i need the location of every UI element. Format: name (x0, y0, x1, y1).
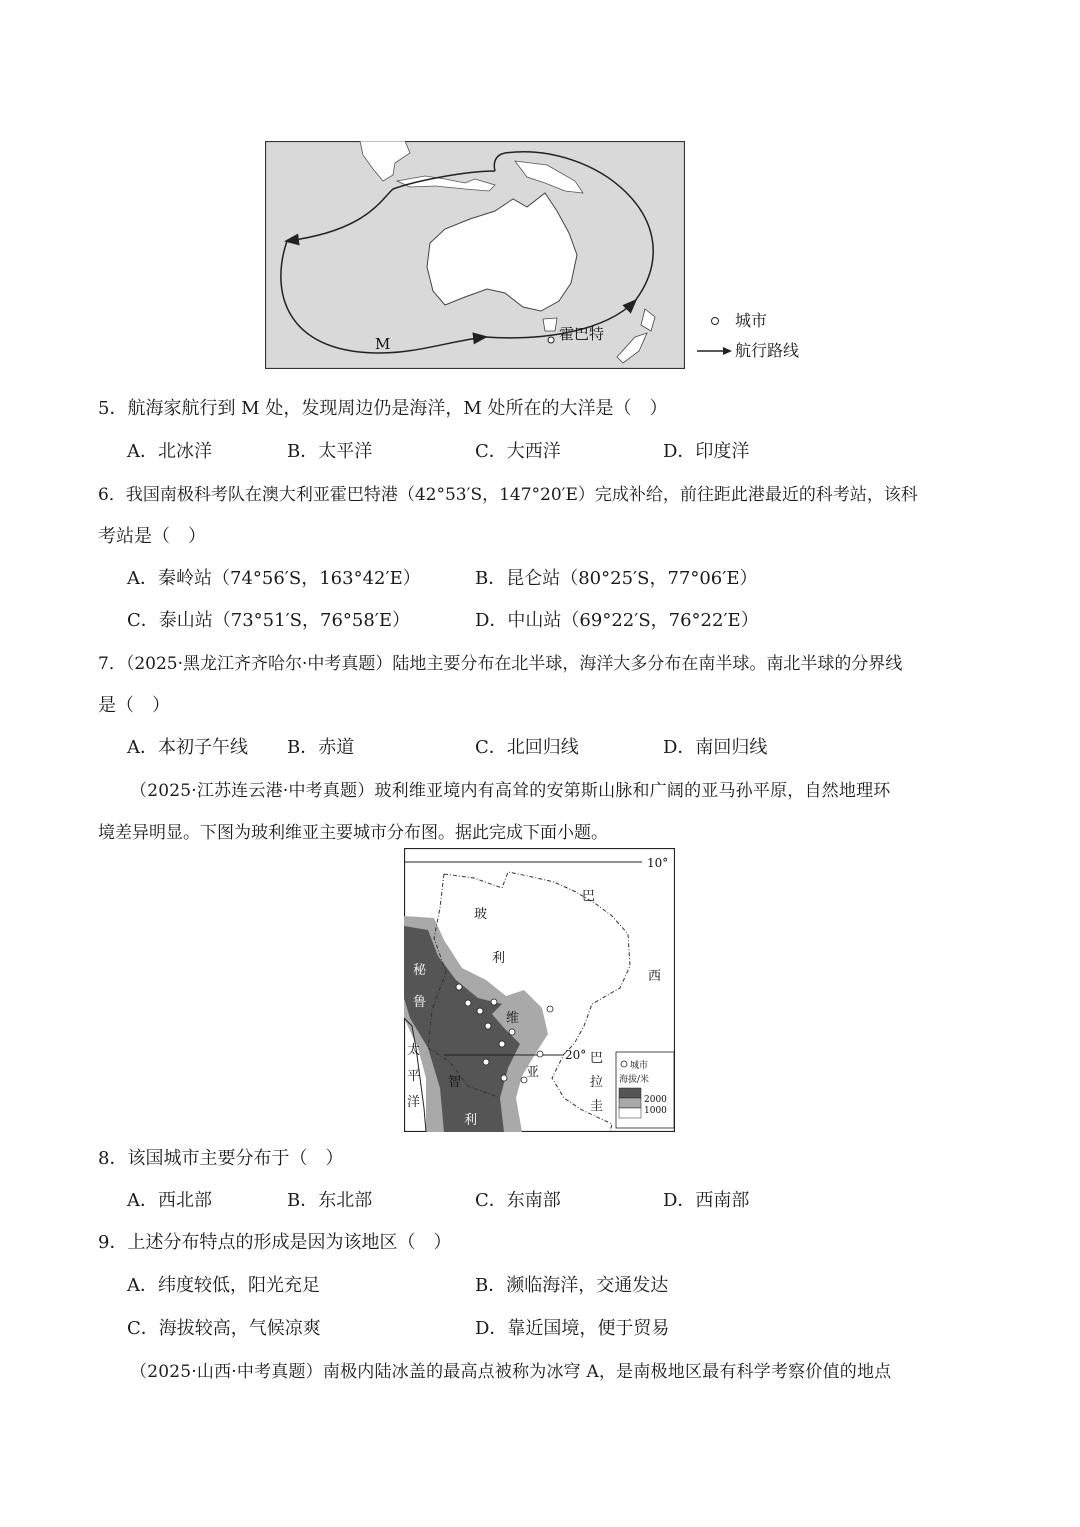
q7-option-d[interactable]: D．南回归线 (663, 737, 768, 758)
bolivia-label-1: 玻 (474, 907, 488, 922)
q6-option-d[interactable]: D．中山站（69°22′S，76°22′E） (475, 610, 759, 631)
peru-label-1: 秘 (413, 963, 427, 978)
legend-swatch-low (619, 1108, 641, 1118)
pacific-label-2: 平 (407, 1069, 421, 1084)
q6-option-b[interactable]: B．昆仑站（80°25′S，77°06′E） (475, 568, 758, 589)
map2-legend-2000: 2000 (644, 1095, 667, 1105)
paraguay-label-3: 圭 (590, 1099, 604, 1114)
question-8-stem: 8．该国城市主要分布于（ ） (98, 1148, 344, 1169)
q5-option-c[interactable]: C．大西洋 (475, 441, 561, 462)
q7-option-a[interactable]: A．本初子午线 (127, 737, 248, 758)
bolivia-intro-line2: 境差异明显。下图为玻利维亚主要城市分布图。据此完成下面小题。 (98, 823, 608, 843)
legend-city-label: 城市 (735, 311, 768, 330)
q8-option-b[interactable]: B．东北部 (287, 1190, 373, 1211)
pacific-label-3: 洋 (407, 1095, 421, 1110)
bolivia-label-4: 亚 (526, 1065, 540, 1080)
bolivia-label-3: 维 (506, 1011, 520, 1026)
question-7-stem-line1: 7．（2025·黑龙江齐齐哈尔·中考真题）陆地主要分布在北半球，海洋大多分布在南半球。南北半球的分界线 (98, 654, 903, 674)
question-7-stem-line2: 是（ ） (98, 695, 170, 716)
city-marker (537, 1051, 543, 1057)
hobart-city-marker (548, 337, 554, 343)
q5-option-b[interactable]: B．太平洋 (287, 441, 373, 462)
circle-icon (695, 316, 735, 326)
navigation-route-map (265, 141, 685, 369)
q6-option-a[interactable]: A．秦岭站（74°56′S，163°42′E） (127, 568, 421, 589)
paraguay-label-1: 巴 (590, 1051, 604, 1066)
legend-swatch-1000 (619, 1098, 641, 1108)
city-marker (483, 1059, 489, 1065)
city-marker (491, 999, 497, 1005)
brazil-label-2: 西 (648, 969, 662, 984)
bolivia-city-map (404, 848, 675, 1132)
hobart-label: 霍巴特 (559, 325, 605, 343)
q8-option-d[interactable]: D．西南部 (663, 1190, 750, 1211)
question-5-stem: 5．航海家航行到 M 处，发现周边仍是海洋，M 处所在的大洋是（ ） (98, 398, 668, 419)
city-marker (477, 1008, 483, 1014)
pacific-label-1: 太 (407, 1043, 421, 1058)
q7-option-c[interactable]: C．北回归线 (475, 737, 579, 758)
latitude-10-label: 10° (647, 856, 669, 870)
question-9-stem: 9．上述分布特点的形成是因为该地区（ ） (98, 1232, 452, 1253)
city-marker (509, 1029, 515, 1035)
bolivia-intro-line1: （2025·江苏连云港·中考真题）玻利维亚境内有高耸的安第斯山脉和广阔的亚马孙平原，自然地理环 (130, 781, 891, 801)
arrow-right-icon (695, 346, 735, 356)
q7-option-b[interactable]: B．赤道 (287, 737, 355, 758)
chile-label-1: 智 (448, 1075, 462, 1090)
q8-option-c[interactable]: C．东南部 (475, 1190, 561, 1211)
q5-option-a[interactable]: A．北冰洋 (127, 441, 212, 462)
legend-city-row (695, 306, 799, 336)
city-marker (465, 1000, 471, 1006)
bolivia-label-2: 利 (492, 951, 506, 966)
map2-legend-city: 城市 (630, 1061, 649, 1071)
antarctic-intro-line1: （2025·山西·中考真题）南极内陆冰盖的最高点被称为冰穹 A，是南极地区最有科学考察价值的地点 (130, 1362, 892, 1382)
point-m-label: M (375, 335, 391, 353)
legend-swatch-2000 (619, 1088, 641, 1098)
paraguay-label-2: 拉 (590, 1075, 604, 1090)
q9-option-b[interactable]: B．濒临海洋，交通发达 (475, 1275, 669, 1296)
peru-label-2: 鲁 (413, 995, 427, 1010)
q8-option-a[interactable]: A．西北部 (127, 1190, 212, 1211)
chile-label-2: 利 (464, 1113, 478, 1128)
map2-legend-elevation: 海拔/米 (619, 1075, 650, 1085)
legend-route-label: 航行路线 (735, 341, 800, 360)
question-6-stem-line2: 考站是（ ） (98, 526, 206, 547)
city-marker (456, 984, 462, 990)
city-marker (547, 1006, 553, 1012)
q5-option-d[interactable]: D．印度洋 (663, 441, 750, 462)
map2-legend-1000: 1000 (644, 1106, 667, 1116)
q9-option-c[interactable]: C．海拔较高，气候凉爽 (127, 1318, 321, 1339)
question-6-stem-line1: 6．我国南极科考队在澳大利亚霍巴特港（42°53′S，147°20′E）完成补给，前往距此港最近的科考站，该科 (98, 485, 918, 505)
q6-option-c[interactable]: C．泰山站（73°51′S，76°58′E） (127, 610, 411, 631)
city-marker (501, 1075, 507, 1081)
q9-option-d[interactable]: D．靠近国境，便于贸易 (475, 1318, 670, 1339)
route-map-legend (695, 306, 799, 366)
legend-route-row (695, 336, 799, 366)
tasmania (543, 318, 557, 331)
city-marker (485, 1023, 491, 1029)
q9-option-a[interactable]: A．纬度较低，阳光充足 (127, 1275, 320, 1296)
brazil-label-1: 巴 (582, 889, 596, 904)
latitude-20-label: 20° (565, 1048, 587, 1062)
legend-city-icon (621, 1061, 627, 1067)
city-marker (499, 1041, 505, 1047)
